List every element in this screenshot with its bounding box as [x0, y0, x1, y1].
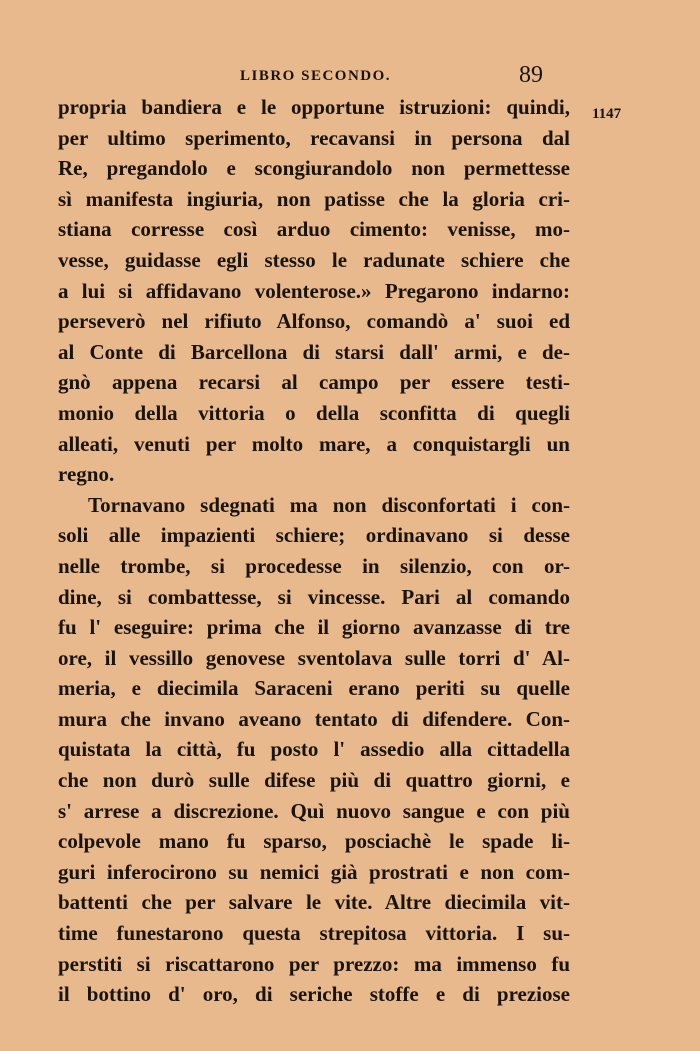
text-line: sì manifesta ingiuria, non patisse che la gloria cri- — [58, 186, 570, 211]
text-line: vesse, guidasse egli stesso le radunate schiere che — [58, 247, 570, 272]
text-line: perseverò nel rifiuto Alfonso, comandò a' suoi ed — [58, 309, 570, 334]
paragraph-start-line: Tornavano sdegnati ma non disconfortati i con- — [88, 492, 570, 517]
text-line: s' arrese a discrezione. Quì nuovo sangue e con più — [58, 798, 570, 823]
text-line: quistata la città, fu posto l' assedio alla cittadella — [58, 737, 570, 762]
text-line: dine, si combattesse, si vincesse. Pari al comando — [58, 584, 570, 609]
text-line: soli alle impazienti schiere; ordinavano si desse — [58, 523, 570, 548]
text-line: stiana corresse così arduo cimento: venisse, mo- — [58, 217, 570, 242]
text-line: monio della vittoria o della sconfitta di quegli — [58, 400, 570, 425]
text-line: propria bandiera e le opportune istruzioni: quindi, — [58, 95, 570, 119]
text-line: per ultimo sperimento, recavansi in persona dal — [58, 125, 570, 150]
text-line: nelle trombe, si procedesse in silenzio, con or- — [58, 553, 570, 578]
text-line: guri inferocirono su nemici già prostrati e non com- — [58, 859, 570, 884]
text-line: al Conte di Barcellona di starsi dall' armi, e de- — [58, 339, 570, 364]
text-line: che non durò sulle difese più di quattro giorni, e — [58, 768, 570, 793]
text-line: time funestarono questa strepitosa vittoria. I su- — [58, 921, 570, 946]
text-line: gnò appena recarsi al campo per essere testi- — [58, 370, 570, 395]
text-line: mura che invano aveano tentato di difendere. Con- — [58, 706, 570, 731]
text-line: il bottino d' oro, di seriche stoffe e di preziose — [58, 982, 570, 1007]
body-text — [58, 92, 570, 1010]
running-header — [0, 62, 700, 92]
running-title: LIBRO SECONDO. — [240, 68, 392, 84]
text-line: Re, pregandolo e scongiurandolo non permettesse — [58, 156, 570, 181]
text-line: meria, e diecimila Saraceni erano periti su quelle — [58, 676, 570, 701]
margin-year-note: 1147 — [592, 106, 622, 122]
text-line: ore, il vessillo genovese sventolava sulle torri d' Al- — [58, 645, 570, 670]
paragraph-end-line: regno. — [58, 462, 115, 487]
text-line: alleati, venuti per molto mare, a conquistargli un — [58, 431, 570, 456]
text-line: colpevole mano fu sparso, posciachè le spade li- — [58, 829, 570, 854]
text-line: battenti che per salvare le vite. Altre diecimila vit- — [58, 890, 570, 915]
text-line: fu l' eseguire: prima che il giorno avanzasse di tre — [58, 615, 570, 640]
text-line: perstiti si riscattarono per prezzo: ma immenso fu — [58, 951, 570, 976]
text-line: a lui si affidavano volenterose.» Pregarono indarno: — [58, 278, 570, 303]
page-number: 89 — [519, 62, 543, 88]
